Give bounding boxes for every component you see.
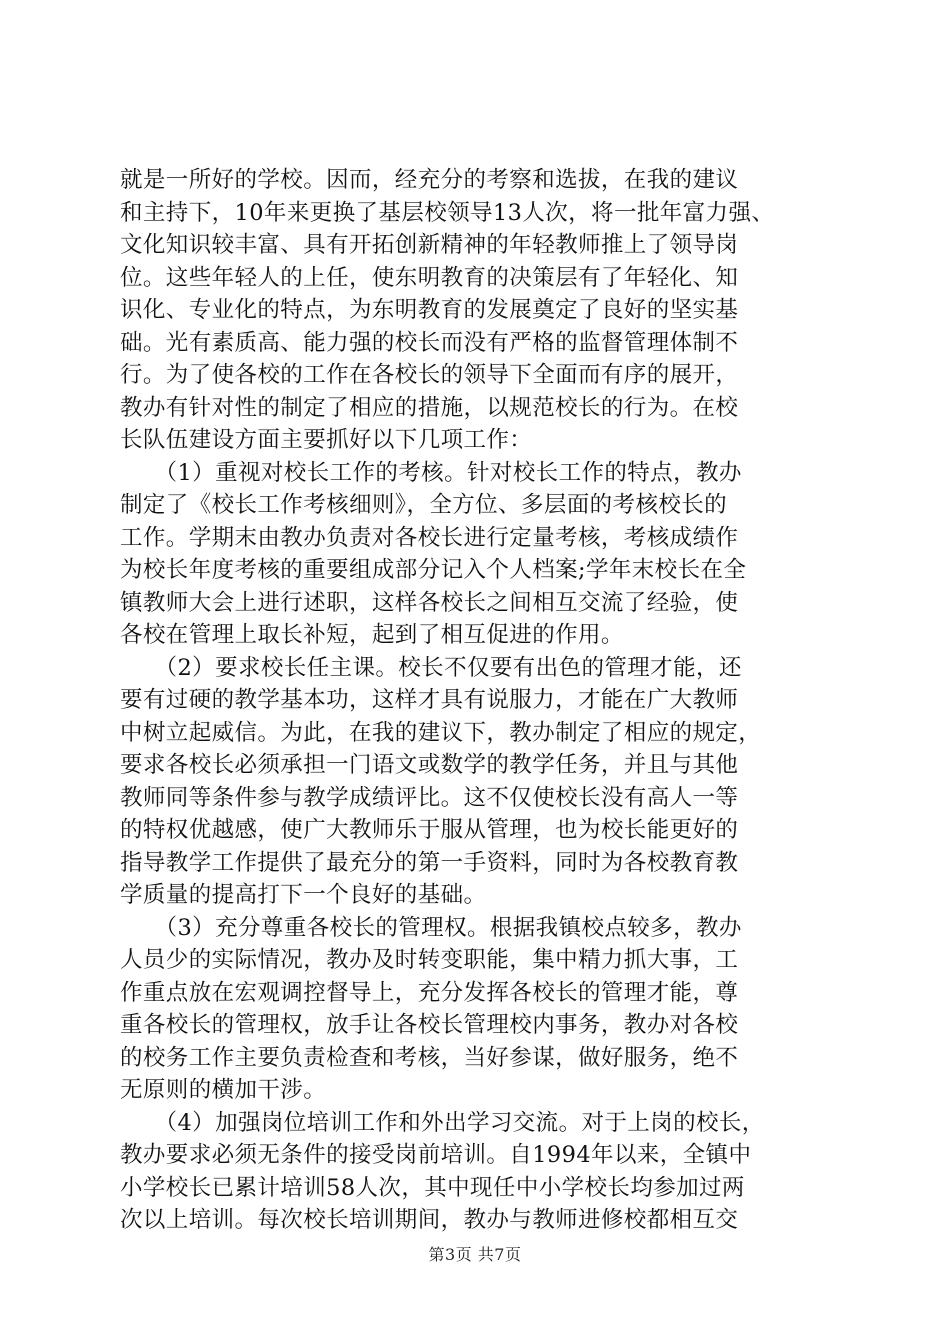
text-line: 教办有针对性的制定了相应的措施，以规范校长的行为。在校: [120, 394, 739, 421]
text-line: 础。光有素质高、能力强的校长而没有严格的监督管理体制不: [120, 329, 739, 356]
text-line: 要有过硬的教学基本功，这样才具有说服力，才能在广大教师: [120, 687, 739, 713]
text-line: 位。这些年轻人的上任，使东明教育的决策层有了年轻化、知: [120, 264, 739, 291]
text-line: 作重点放在宏观调控督导上，充分发挥各校长的管理才能，尊: [120, 979, 739, 1006]
text-line: 要求各校长必须承担一门语文或数学的教学任务，并且与其他: [120, 752, 739, 778]
text-line: 识化、专业化的特点，为东明教育的发展奠定了良好的坚实基: [120, 297, 739, 323]
text-line: 的校务工作主要负责检查和考核，当好参谋，做好服务，绝不: [120, 1044, 739, 1071]
text-line: 指导教学工作提供了最充分的第一手资料，同时为各校教育教: [120, 849, 739, 876]
text-line: 就是一所好的学校。因而，经充分的考察和选拔，在我的建议: [120, 167, 739, 193]
text-line: 镇教师大会上进行述职，这样各校长之间相互交流了经验，使: [120, 589, 739, 616]
text-line: 无原则的横加干涉。: [120, 1077, 327, 1103]
text-line: 学质量的提高打下一个良好的基础。: [120, 882, 487, 908]
text-line: （1）重视对校长工作的考核。针对校长工作的特点，教办: [120, 459, 742, 486]
text-line: 工作。学期末由教办负责对各校长进行定量考核，考核成绩作: [120, 524, 739, 551]
text-line: 中树立起威信。为此，在我的建议下，教办制定了相应的规定，: [120, 719, 762, 746]
text-line: 教师同等条件参与教学成绩评比。这不仅使校长没有高人一等: [120, 784, 739, 811]
page-number: 第3页 共7页: [428, 1245, 522, 1264]
text-line: 的特权优越感，使广大教师乐于服从管理，也为校长能更好的: [120, 817, 739, 843]
text-line: （4）加强岗位培训工作和外出学习交流。对于上岗的校长，: [120, 1109, 765, 1136]
document-body: [120, 164, 832, 1237]
text-line: 制定了《校长工作考核细则》，全方位、多层面的考核校长的: [120, 492, 728, 518]
text-line: 行。为了使各校的工作在各校长的领导下全面而有序的展开，: [120, 362, 739, 388]
text-line: 人员少的实际情况，教办及时转变职能，集中精力抓大事，工: [120, 947, 739, 973]
text-line: 为校长年度考核的重要组成部分记入个人档案;学年末校长在全: [120, 557, 747, 583]
text-line: 长队伍建设方面主要抓好以下几项工作：: [120, 427, 533, 453]
text-line: 重各校长的管理权，放手让各校长管理校内事务，教办对各校: [120, 1012, 739, 1038]
text-line: 各校在管理上取长补短，起到了相互促进的作用。: [120, 622, 624, 648]
text-line: （3）充分尊重各校长的管理权。根据我镇校点较多，教办: [120, 914, 742, 941]
text-line: 和主持下，10年来更换了基层校领导13人次，将一批年富力强、: [120, 199, 775, 226]
text-line: 文化知识较丰富、具有开拓创新精神的年轻教师推上了领导岗: [120, 232, 739, 258]
text-line: （2）要求校长任主课。校长不仅要有出色的管理才能，还: [120, 654, 742, 681]
text-line: 小学校长已累计培训58人次，其中现任中小学校长均参加过两: [120, 1174, 745, 1201]
text-line: 次以上培训。每次校长培训期间，教办与教师进修校都相互交: [120, 1207, 739, 1233]
text-line: 教办要求必须无条件的接受岗前培训。自1994年以来，全镇中: [120, 1142, 752, 1168]
